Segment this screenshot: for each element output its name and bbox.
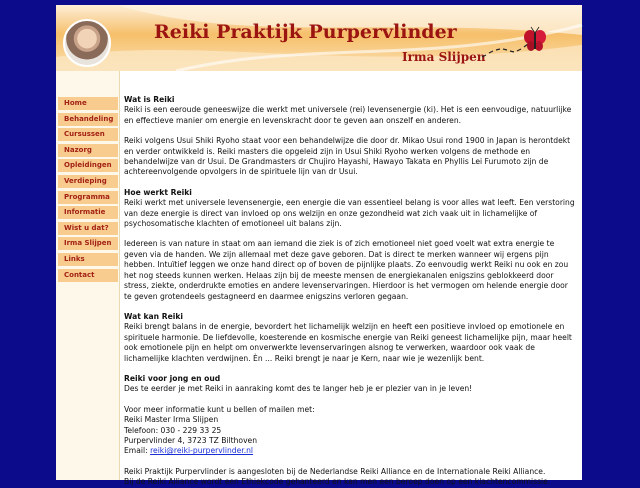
- sidebar-divider: [119, 71, 120, 480]
- contact-email-link[interactable]: reiki@reiki-purpervlinder.nl: [150, 446, 254, 456]
- nav-item-behandeling[interactable]: Behandeling: [58, 113, 118, 126]
- section-heading: Hoe werkt Reiki: [124, 187, 192, 197]
- nav-item-informatie[interactable]: Informatie: [58, 206, 118, 219]
- main-content: [124, 95, 576, 488]
- avatar: [63, 19, 111, 67]
- section-heading: Wat is Reiki: [124, 95, 175, 104]
- section-heading: Wat kan Reiki: [124, 311, 183, 321]
- paragraph: Reiki is een eeroude geneeswijze die werkt met universele (rei) levensenergie (ki). Het is een eenvoudige, natuurlijke en effectieve manier om energie en levenskracht door te geven aan onszelf en anderen.: [124, 105, 572, 125]
- nav-item-links[interactable]: Links: [58, 253, 118, 266]
- contact-intro: Voor meer informatie kunt u bellen of mailen met:: [124, 404, 315, 414]
- nav-item-verdieping[interactable]: Verdieping: [58, 175, 118, 188]
- page-frame: [56, 5, 582, 487]
- nav-item-opleidingen[interactable]: Opleidingen: [58, 159, 118, 172]
- contact-address: Purpervlinder 4, 3723 TZ Bilthoven: [124, 435, 258, 445]
- paragraph: Des te eerder je met Reiki in aanraking komt des te langer heb je er plezier van in je leven!: [124, 384, 473, 394]
- nav-item-nazorg[interactable]: Nazorg: [58, 144, 118, 157]
- contact-email-label: Email:: [124, 446, 148, 456]
- contact-phone: Telefoon: 030 - 229 33 25: [124, 425, 222, 435]
- butterfly-icon: [480, 29, 550, 61]
- sidebar: [56, 71, 119, 480]
- paragraph: Reiki werkt met universele levensenergie, een energie die van essentieel belang is voor alles wat leeft. Een verstoring van deze energie is direct van invloed op ons welzijn en onze gezondheid wat zich vaak uit in lichamelijke of psychosomatische klachten of emotioneel uit balans zijn.: [124, 198, 575, 229]
- nav-item-home[interactable]: Home: [58, 97, 118, 110]
- paragraph: Reiki brengt balans in de energie, bevordert het lichamelijk welzijn en heeft een positieve invloed op emotionele en spirituele harmonie. De liefdevolle, koesterende en kosmische energie van Reiki geneest lichamelijke pijn, maar heelt ook emotionele pijn en helpt om onverwerkte levenservaringen alsnog te verwerken, waardoor ook vaak de lichamelijke klachten verdwijnen. Èn ... Reiki brengt je naar je Kern, naar wie je wezenlijk bent.: [124, 322, 572, 363]
- contact-name: Reiki Master Irma Slijpen: [124, 415, 219, 425]
- paragraph: Reiki volgens Usui Shiki Ryoho staat voor een behandelwijze die door dr. Mikao Usui rond 1900 in Japan is herontdekt en verder ontwikkeld is. Reiki masters die opgeleid zijn in Usui Shiki Ryoho werken volgens de methode en behandelwijze van dr Usui. De Grandmasters dr Chujiro Hayashi, Hawayo Takata en Phyllis Lei Furumoto zijn de achtereenvolgende opvolgers in de spirituele lijn van dr Usui.: [124, 136, 571, 177]
- section-heading: Reiki voor jong en oud: [124, 373, 221, 383]
- site-header: [56, 5, 582, 71]
- site-title: Reiki Praktijk Purpervlinder: [154, 21, 457, 43]
- nav-item-cursussen[interactable]: Cursussen: [58, 128, 118, 141]
- nav-item-wist-u-dat[interactable]: Wist u dat?: [58, 222, 118, 235]
- site-subtitle: Irma Slijpen: [402, 50, 486, 64]
- contact-email-line: [124, 446, 576, 456]
- main-nav: [58, 97, 118, 284]
- nav-item-programma[interactable]: Programma: [58, 191, 118, 204]
- paragraph: Iedereen is van nature in staat om aan iemand die ziek is of zich emotioneel niet goed voelt wat extra energie te geven via de handen. We zijn allemaal met deze gave geboren. Dat is direct te merken wanneer wij ergens pijn hebben. Intuïtief leggen we onze hand direct op of boven de pijnlijke plaats. Zo eenvoudig werkt Reiki nu ook en zou het nog steeds kunnen werken. Helaas zijn bij de meeste mensen de energiekanalen enigszins geblokkeerd door stress, ziekte, onderdrukte emoties en andere levenservaringen. Hierdoor is het vermogen om helende energie door te geven grotendeels gestagneerd en daarmee enigszins verloren gegaan.: [124, 239, 569, 301]
- footer-text: Bij de Reiki Alliance wordt een Ethiekcode gehanteerd en kan men een beroep doen op een klachtencommissie.: [124, 477, 551, 487]
- nav-item-irma-slijpen[interactable]: Irma Slijpen: [58, 237, 118, 250]
- footer-text: Reiki Praktijk Purpervlinder is aangesloten bij de Nederlandse Reiki Alliance en de Internationale Reiki Alliance.: [124, 466, 546, 476]
- nav-item-contact[interactable]: Contact: [58, 269, 118, 282]
